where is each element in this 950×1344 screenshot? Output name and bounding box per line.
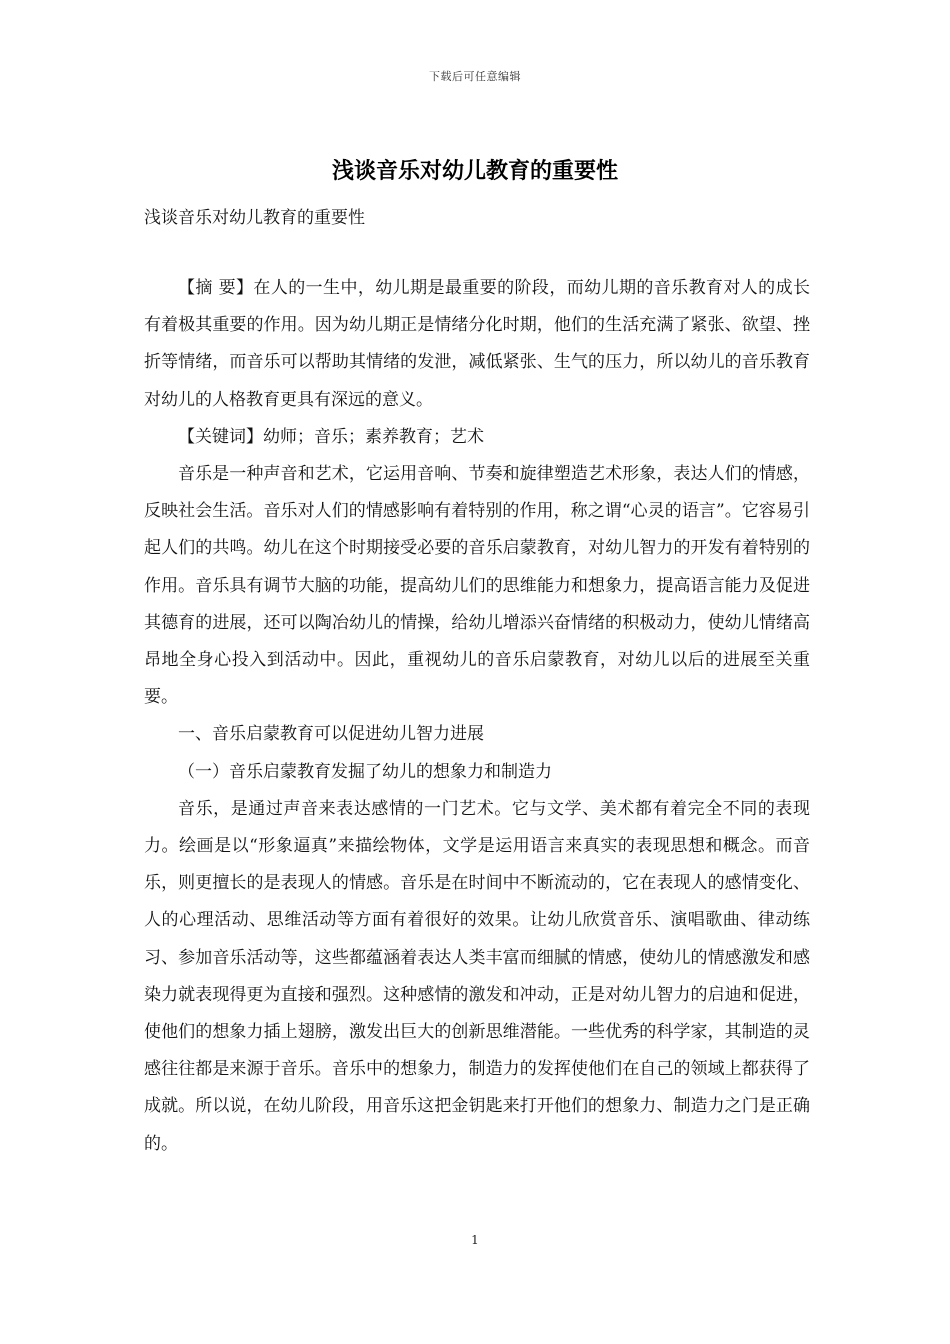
document-body <box>144 270 810 1163</box>
body-paragraph: 音乐，是通过声音来表达感情的一门艺术。它与文学、美术都有着完全不同的表现力。绘画是以“形象逼真”来描绘物体，文学是运用语言来真实的表现思想和概念。而音乐，则更擅长的是表现人的情感。音乐是在时间中不断流动的，它在表现人的感情变化、人的心理活动、思维活动等方面有着很好的效果。让幼儿欣赏音乐、演唱歌曲、律动练习、参加音乐活动等，这些都蕴涵着表达人类丰富而细腻的情感，使幼儿的情感激发和感染力就表现得更为直接和强烈。这种感情的激发和冲动，正是对幼儿智力的启迪和促进，使他们的想象力插上翅膀，激发出巨大的创新思维潜能。一些优秀的科学家，其制造的灵感往往都是来源于音乐。音乐中的想象力，制造力的发挥使他们在自己的领域上都获得了成就。所以说，在幼儿阶段，用音乐这把金钥匙来打开他们的想象力、制造力之门是正确的。 <box>144 798 810 1154</box>
document-title: 浅谈音乐对幼儿教育的重要性 <box>331 158 618 184</box>
page-number: 1 <box>471 1233 479 1247</box>
keywords-paragraph: 【关键词】幼师；音乐；素养教育；艺术 <box>178 426 484 447</box>
header-note: 下载后可任意编辑 <box>429 70 521 83</box>
document-subtitle: 浅谈音乐对幼儿教育的重要性 <box>144 208 365 228</box>
subsection-heading: （一）音乐启蒙教育发掘了幼儿的想象力和制造力 <box>178 761 552 782</box>
section-heading: 一、音乐启蒙教育可以促进幼儿智力进展 <box>178 724 484 745</box>
abstract-paragraph: 【摘 要】在人的一生中，幼儿期是最重要的阶段，而幼儿期的音乐教育对人的成长有着极其重要的作用。因为幼儿期正是情绪分化时期，他们的生活充满了紧张、欲望、挫折等情绪，而音乐可以帮助其情绪的发泄，减低紧张、生气的压力，所以幼儿的音乐教育对幼儿的人格教育更具有深远的意义。 <box>144 278 810 410</box>
body-paragraph: 音乐是一种声音和艺术，它运用音响、节奏和旋律塑造艺术形象，表达人们的情感，反映社会生活。音乐对人们的情感影响有着特别的作用，称之谓“心灵的语言”。它容易引起人们的共鸣。幼儿在这个时期接受必要的音乐启蒙教育，对幼儿智力的开发有着特别的作用。音乐具有调节大脑的功能，提高幼儿们的思维能力和想象力，提高语言能力及促进其德育的进展，还可以陶冶幼儿的情操，给幼儿增添兴奋情绪的积极动力，使幼儿情绪高昂地全身心投入到活动中。因此，重视幼儿的音乐启蒙教育，对幼儿以后的进展至关重要。 <box>144 464 810 708</box>
